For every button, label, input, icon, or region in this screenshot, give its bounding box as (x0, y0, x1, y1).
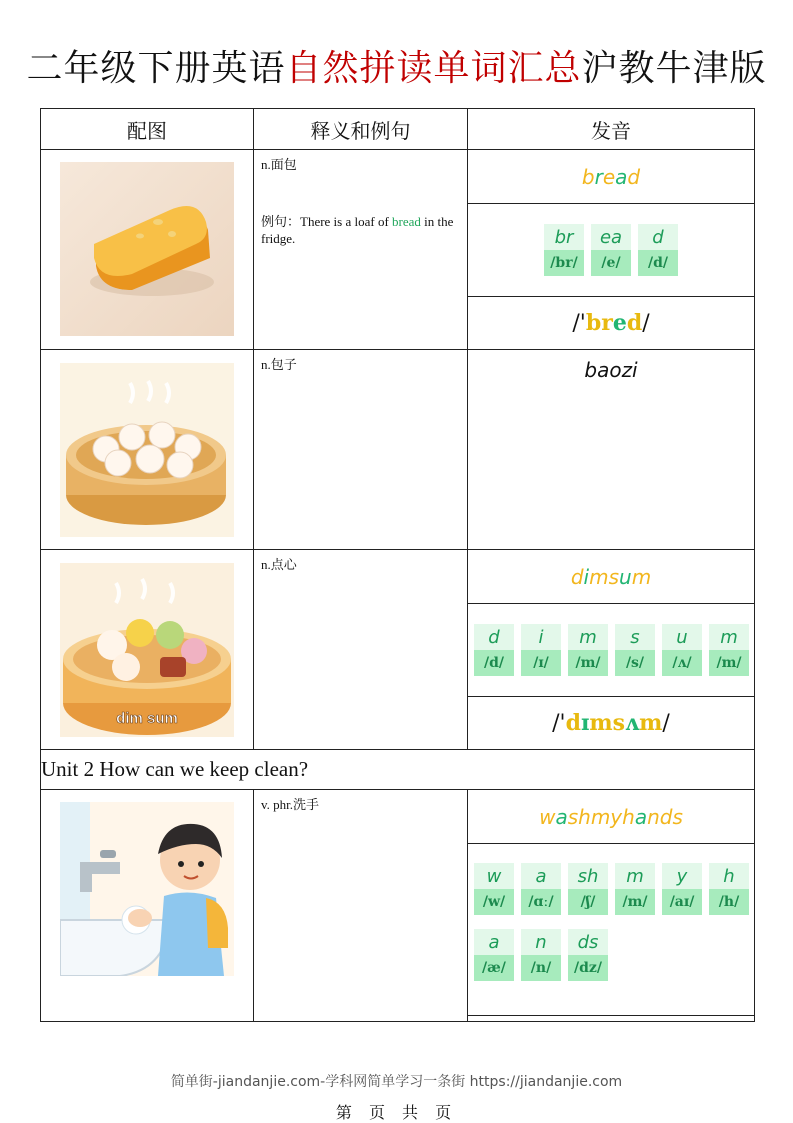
unit-heading: Unit 2 How can we keep clean? (41, 750, 755, 790)
baozi-definition-cell (254, 350, 468, 550)
table-row (41, 550, 755, 604)
phonics-chip[interactable]: d /d/ (638, 224, 678, 276)
bread-image-cell (41, 150, 254, 350)
header-row (41, 109, 755, 150)
dimsum-phonics (468, 624, 754, 676)
dimsum-word-cell (468, 550, 755, 604)
dimsum-word: dimsum (570, 564, 652, 589)
phonics-chip[interactable]: i /ɪ/ (521, 624, 561, 676)
table-row (41, 150, 755, 204)
dimsum-ipa-cell (468, 697, 755, 750)
baozi-image (60, 363, 234, 537)
phonics-chip[interactable]: ea /e/ (591, 224, 631, 276)
bread-ipa-cell (468, 297, 755, 350)
bread-definition-cell (254, 150, 468, 350)
dimsum-definition: n.点心 (261, 557, 297, 572)
phonics-chip[interactable]: ds /dz/ (568, 929, 608, 981)
dimsum-image-caption: dim sum (116, 710, 178, 727)
header-pronunciation: 发音 (468, 109, 755, 150)
wash-word-cell (468, 790, 755, 844)
baozi-word: baozi (584, 358, 638, 382)
title-part1: 二年级下册英语 (26, 48, 286, 89)
bread-ipa: /'bred/ (572, 310, 650, 336)
phonics-chip[interactable]: a /ɑː/ (521, 863, 561, 915)
vocab-table (40, 108, 755, 1022)
example-text-end: in the fridge. (261, 214, 454, 246)
footer-source: 简单街-jiandanjie.com-学科网简单学习一条街 https://jiandanjie.com (170, 1074, 623, 1090)
wash-word: washmyhands (539, 804, 683, 829)
bread-word-cell (468, 150, 755, 204)
header-picture: 配图 (41, 109, 254, 150)
phonics-chip[interactable]: sh /ʃ/ (568, 863, 608, 915)
phonics-chip[interactable]: m /m/ (709, 624, 749, 676)
bread-phonics (468, 224, 754, 276)
phonics-chip[interactable]: n /n/ (521, 929, 561, 981)
wash-definition-cell (254, 790, 468, 1022)
table-row (41, 750, 755, 790)
page-title (0, 40, 793, 91)
bread-word: bread (581, 164, 641, 189)
header-definition: 释义和例句 (254, 109, 468, 150)
baozi-definition: n.包子 (261, 357, 297, 372)
bread-chips-cell (468, 204, 755, 297)
phonics-chip[interactable]: w /w/ (474, 863, 514, 915)
baozi-image-cell (41, 350, 254, 550)
footer-page-number: 第 页 共 页 (335, 1103, 458, 1122)
phonics-chip[interactable]: s /s/ (615, 624, 655, 676)
wash-ipa-cell (468, 1016, 755, 1022)
dimsum-chips-cell (468, 604, 755, 697)
dimsum-definition-cell (254, 550, 468, 750)
phonics-chip[interactable]: d /d/ (474, 624, 514, 676)
phonics-chip[interactable]: m /m/ (615, 863, 655, 915)
wash-hands-image (60, 802, 234, 976)
phonics-chip[interactable]: a /æ/ (474, 929, 514, 981)
phonics-chip[interactable]: br /br/ (544, 224, 584, 276)
bread-definition: n.面包 (261, 157, 297, 172)
table-row (41, 790, 755, 844)
wash-image-cell (41, 790, 254, 1022)
phonics-chip[interactable]: y /aɪ/ (662, 863, 702, 915)
title-part2: 自然拼读单词汇总 (285, 48, 582, 89)
example-keyword: bread (392, 214, 421, 229)
dimsum-ipa: /'dɪmsʌm/ (552, 710, 670, 736)
dimsum-image (60, 563, 234, 737)
wash-phonics (468, 863, 754, 981)
phonics-chip[interactable]: u /ʌ/ (662, 624, 702, 676)
table-row (41, 350, 755, 550)
bread-image (60, 162, 234, 336)
wash-chips-cell (468, 844, 755, 1016)
phonics-chip[interactable]: h /h/ (709, 863, 749, 915)
title-part3: 沪教牛津版 (581, 48, 767, 89)
wash-definition: v. phr.洗手 (261, 797, 320, 812)
phonics-chip[interactable]: m /m/ (568, 624, 608, 676)
bread-example (261, 213, 461, 247)
example-text: 例句：There is a loaf of (261, 214, 393, 229)
baozi-word-cell (468, 350, 755, 550)
dimsum-image-cell (41, 550, 254, 750)
